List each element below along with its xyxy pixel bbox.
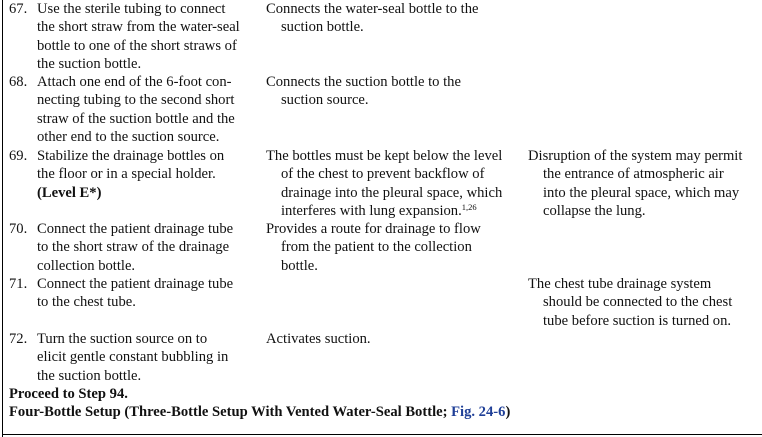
rationale-line: interferes with lung expansion. [281, 203, 462, 220]
section-heading [9, 403, 510, 421]
left-margin-rule [2, 0, 3, 437]
action-line: Turn the suction source on to [37, 331, 208, 347]
action-line: Use the sterile tubing to connect [37, 1, 226, 17]
rationale-line: bottle. [281, 257, 318, 274]
rationale-line: Connects the suction bottle to the [266, 74, 461, 90]
figure-link[interactable]: Fig. 24-6 [451, 404, 506, 420]
note-line: should be connected to the chest [543, 294, 733, 311]
rationale-line: The bottles must be kept below the level [266, 148, 503, 164]
step-action [37, 147, 262, 202]
action-line: the suction bottle. [37, 367, 142, 384]
step-rationale [266, 0, 524, 37]
step-rationale [266, 330, 524, 348]
action-line: to the short straw of the drainage [37, 239, 230, 256]
step-rationale [266, 73, 524, 110]
action-line: other end to the suction source. [37, 129, 220, 146]
action-line: the short straw from the water-seal [37, 19, 240, 36]
step-rationale [266, 147, 524, 221]
note-line: tube before suction is turned on. [543, 312, 732, 329]
rationale-line: drainage into the pleural space, which [281, 184, 503, 201]
rationale-line: Provides a route for drainage to flow [266, 221, 481, 237]
action-line: straw of the suction bottle and the [37, 110, 235, 127]
action-line: Stabilize the drainage bottles on [37, 148, 225, 164]
proceed-instruction: Proceed to Step 94. [9, 386, 128, 402]
step-number: 71. [9, 276, 28, 292]
action-line: bottle to one of the short straws of [37, 37, 237, 54]
rationale-line: Activates suction. [266, 331, 371, 347]
step-action [37, 275, 262, 312]
action-line: Connect the patient drainage tube [37, 221, 234, 237]
step-number: 68. [9, 74, 28, 90]
step-number: 69. [9, 148, 28, 164]
evidence-level: (Level E*) [37, 184, 102, 201]
step-number: 72. [9, 331, 28, 347]
action-line: elicit gentle constant bubbling in [37, 349, 229, 366]
note-line: collapse the lung. [543, 203, 646, 220]
step-action [37, 0, 262, 74]
section-heading-suffix: ) [505, 404, 511, 420]
reference-superscript: 1,26 [461, 202, 477, 213]
step-rationale [266, 220, 524, 275]
rationale-line: from the patient to the collection [281, 239, 472, 256]
rationale-line: Connects the water-seal bottle to the [266, 1, 479, 17]
step-action [37, 220, 262, 275]
action-line: to the chest tube. [37, 294, 136, 311]
action-line: Attach one end of the 6-foot con- [37, 74, 232, 90]
action-line: the floor or in a special holder. [37, 166, 216, 183]
note-line: The chest tube drainage system [528, 276, 712, 292]
rationale-line: suction bottle. [281, 19, 364, 36]
section-heading-text: Four-Bottle Setup (Three-Bottle Setup With Vented Water-Seal Bottle; [9, 404, 452, 420]
step-action [37, 330, 262, 385]
action-line: collection bottle. [37, 257, 136, 274]
action-line: necting tubing to the second short [37, 92, 235, 109]
note-line: Disruption of the system may permit [528, 148, 743, 164]
step-action [37, 73, 262, 147]
rationale-line: of the chest to prevent backflow of [281, 166, 485, 183]
action-line: Connect the patient drainage tube [37, 276, 234, 292]
action-line: the suction bottle. [37, 56, 142, 73]
rationale-line: suction source. [281, 92, 369, 109]
note-line: the entrance of atmospheric air [543, 166, 724, 183]
step-note [528, 275, 760, 330]
step-number: 67. [9, 1, 28, 17]
bottom-rule [2, 434, 762, 435]
step-note [528, 147, 760, 221]
note-line: into the pleural space, which may [543, 184, 740, 201]
step-number: 70. [9, 221, 28, 237]
rationale-line-with-ref [266, 202, 524, 220]
